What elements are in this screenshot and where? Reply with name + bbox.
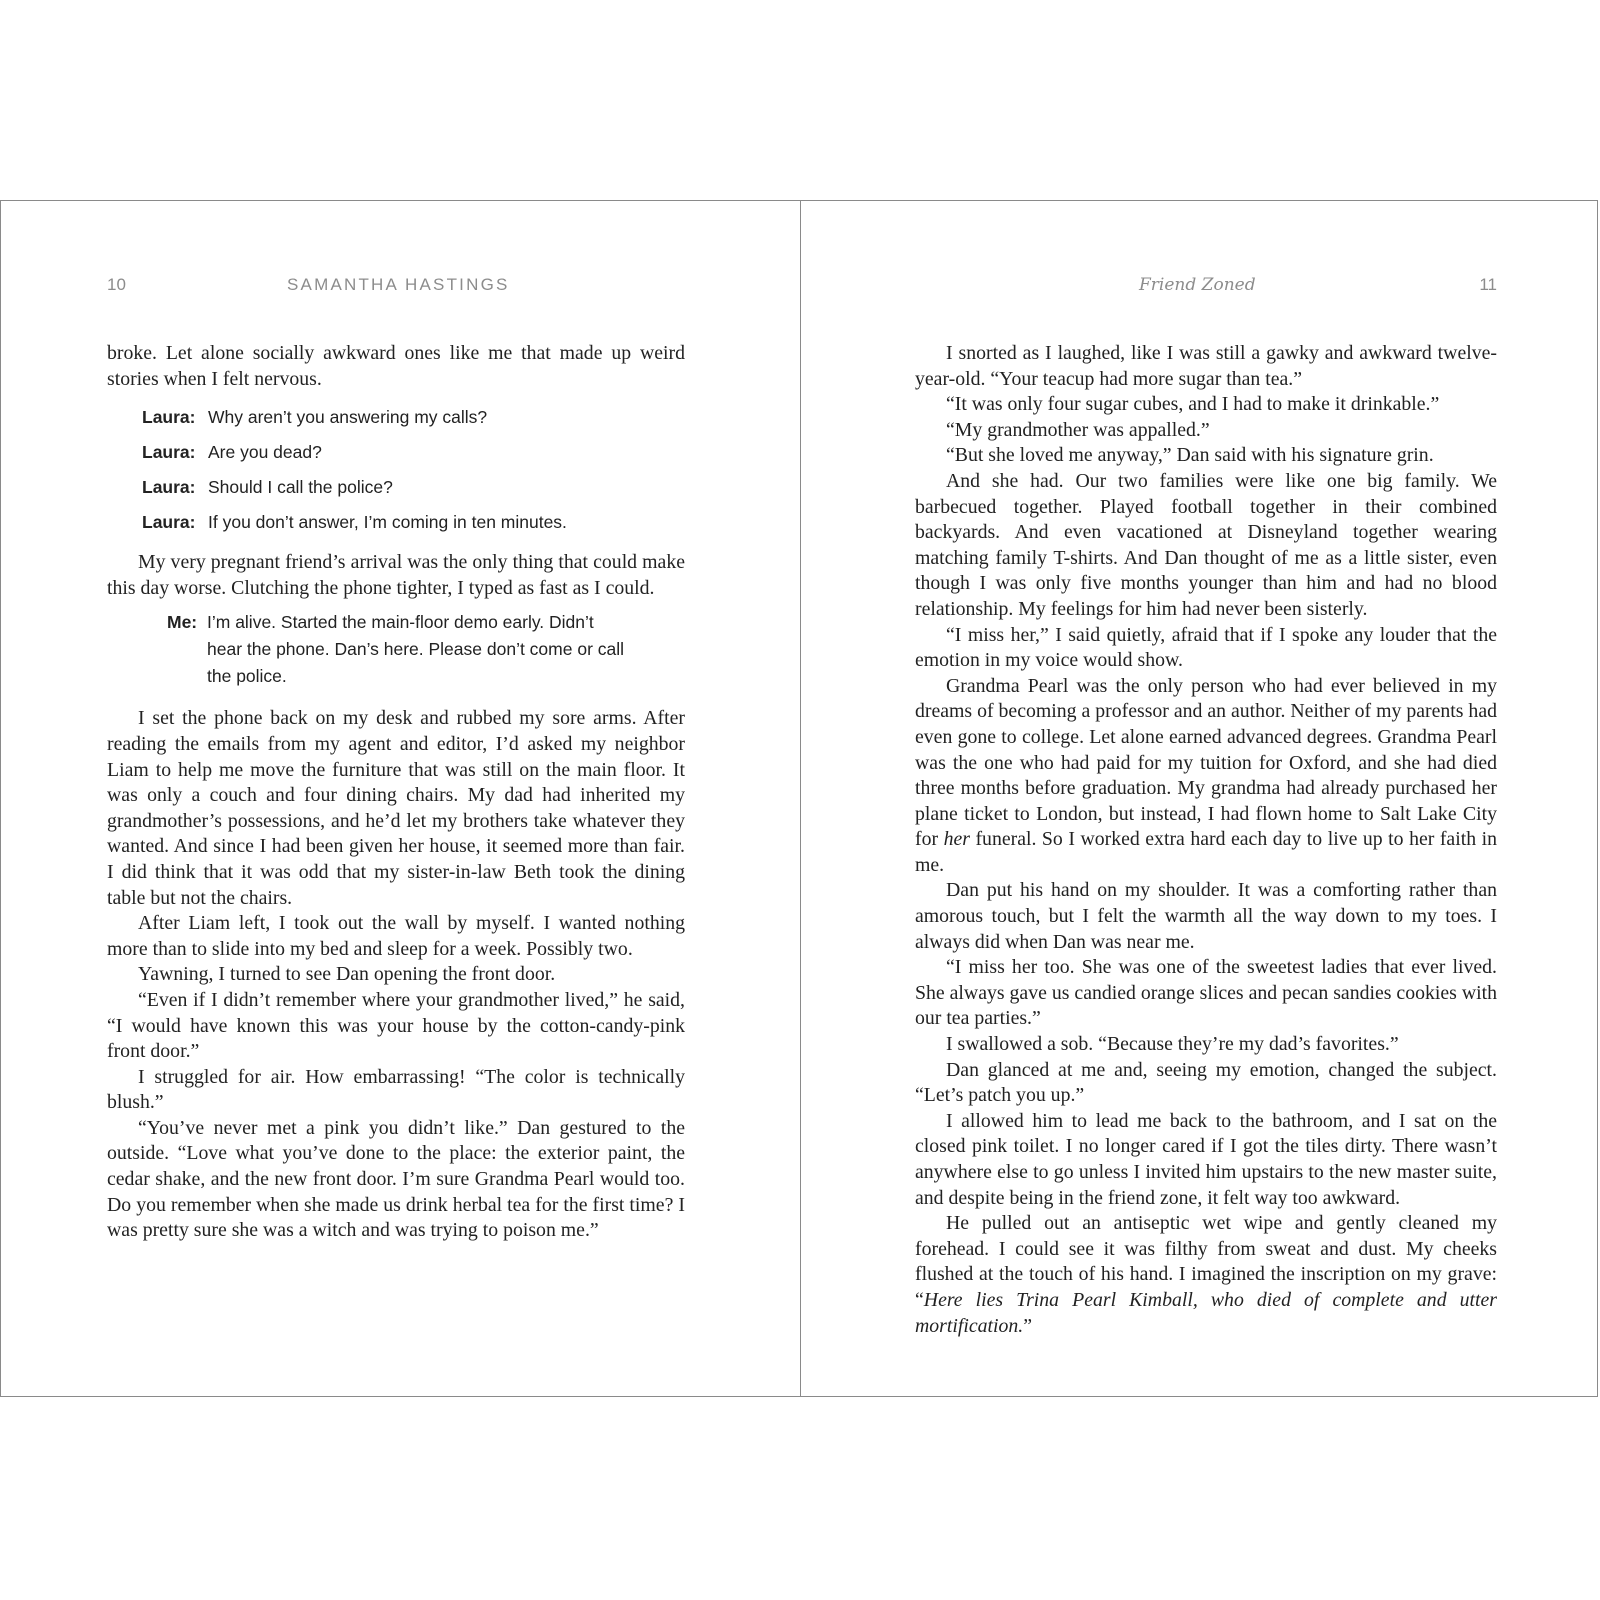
text-run: Grandma Pearl was the only person who had ever believed in my dreams of becoming a professor and an author. Neither of my parents had even gone to college. Let alone earned advanced degrees. Grandma Pearl was the one who had paid for my tuition for Oxford, and she had died three months before graduation. My grandma had already purchased her plane ticket to London, but instead, I had flown home to Salt Lake City for bbox=[915, 674, 1497, 851]
page-number-right: 11 bbox=[1479, 275, 1497, 294]
page-number-left: 10 bbox=[107, 275, 126, 294]
paragraph: “Even if I didn’t remember where your grandmother lived,” he said, “I would have known this was your house by the cotton-candy-pink front door.” bbox=[107, 988, 685, 1063]
paragraph: I allowed him to lead me back to the bathroom, and I sat on the closed pink toilet. I no longer cared if I got the tiles dirty. There wasn’t anywhere else to go unless I invited him upstairs to the new master suite, and despite being in the friend zone, it felt way too awkward. bbox=[915, 1109, 1497, 1209]
paragraph: “It was only four sugar cubes, and I had to make it drinkable.” bbox=[946, 393, 1440, 416]
paragraph: Yawning, I turned to see Dan opening the front door. bbox=[138, 963, 556, 986]
paragraph: “I miss her too. She was one of the sweetest ladies that ever lived. She always gave us candied orange slices and pecan sandies cookies with our tea parties.” bbox=[915, 956, 1497, 1030]
paragraph: “I miss her,” I said quietly, afraid that if I spoke any louder that the emotion in my voice would show. bbox=[915, 623, 1497, 672]
left-page-body bbox=[107, 341, 685, 1244]
text-message-thread bbox=[107, 404, 685, 536]
reply-message bbox=[107, 609, 685, 690]
message-sender: Laura: bbox=[142, 512, 196, 533]
paragraph: I snorted as I laughed, like I was still a gawky and awkward twelve-year-old. “Your teacup had more sugar than tea.” bbox=[915, 342, 1497, 390]
text-message bbox=[107, 404, 685, 431]
paragraph: “My grandmother was appalled.” bbox=[946, 418, 1210, 441]
running-head-author: SAMANTHA HASTINGS bbox=[287, 275, 510, 294]
text-message bbox=[107, 474, 685, 501]
message-text: Should I call the police? bbox=[208, 477, 393, 498]
reply-sender: Me: bbox=[167, 612, 198, 633]
paragraph: Dan glanced at me and, seeing my emotion, changed the subject. “Let’s patch you up.” bbox=[915, 1058, 1497, 1107]
reply-text bbox=[207, 609, 652, 690]
paragraph: Dan put his hand on my shoulder. It was a comforting rather than amorous touch, but I felt the warmth all the way down to my toes. I always did when Dan was near me. bbox=[915, 879, 1497, 953]
paragraph bbox=[915, 1211, 1497, 1339]
paragraph: I struggled for air. How embarrassing! “The color is technically blush.” bbox=[107, 1065, 685, 1114]
reply-line: the police. bbox=[207, 666, 287, 687]
text-message bbox=[107, 439, 685, 466]
paragraph: “But she loved me anyway,” Dan said with his signature grin. bbox=[946, 444, 1434, 467]
paragraph: After Liam left, I took out the wall by myself. I wanted nothing more than to slide into my bed and sleep for a week. Possibly two. bbox=[107, 912, 685, 960]
text-run: funeral. So I worked extra hard each day to live up to her faith in me. bbox=[915, 828, 1497, 876]
book-spread bbox=[0, 200, 1598, 1397]
message-sender: Laura: bbox=[142, 407, 196, 428]
message-sender: Laura: bbox=[142, 442, 196, 463]
paragraph: I swallowed a sob. “Because they’re my dad’s favorites.” bbox=[946, 1033, 1399, 1056]
italic-text: her bbox=[943, 828, 970, 851]
message-sender: Laura: bbox=[142, 477, 196, 498]
reply-line: hear the phone. Dan’s here. Please don’t come or call bbox=[207, 639, 625, 660]
running-head-title: Friend Zoned bbox=[1139, 275, 1256, 295]
paragraph: “You’ve never met a pink you didn’t like.” Dan gestured to the outside. “Love what you’ve done to the place: the exterior paint, the cedar shake, and the new front door. I’m sure Grandma Pearl would too. Do you remember when she made us drink herbal tea for the first time? I was pretty sure she was a witch and was trying to poison me.” bbox=[107, 1116, 685, 1242]
right-page-body bbox=[915, 341, 1497, 1339]
message-text: Why aren’t you answering my calls? bbox=[208, 407, 488, 428]
text-run: He pulled out an antiseptic wet wipe and gently cleaned my forehead. I could see it was filthy from sweat and dust. My cheeks flushed at the touch of his hand. I imagined the inscription on my grave: “ bbox=[915, 1212, 1497, 1311]
message-text: If you don’t answer, I’m coming in ten minutes. bbox=[208, 512, 567, 533]
left-page bbox=[107, 201, 685, 1396]
paragraph: I set the phone back on my desk and rubbed my sore arms. After reading the emails from my agent and editor, I’d asked my neighbor Liam to help me move the furniture that was still on the main floor. It was only a couch and four dining chairs. My dad had inherited my grandmother’s possessions, and he’d let my brothers take whatever they wanted. And since I had been given her house, it seemed more than fair. I did think that it was odd that my sister-in-law Beth took the dining table but not the chairs. bbox=[107, 707, 685, 909]
paragraph bbox=[915, 674, 1497, 879]
text-run: ” bbox=[1023, 1314, 1033, 1337]
right-page bbox=[915, 201, 1497, 1396]
paragraph: broke. Let alone socially awkward ones like me that made up weird stories when I felt nervous. bbox=[107, 342, 685, 390]
reply-line: I’m alive. Started the main-floor demo early. Didn’t bbox=[207, 612, 594, 633]
text-message bbox=[107, 509, 685, 536]
gutter-divider bbox=[800, 201, 801, 1396]
italic-text: Here lies Trina Pearl Kimball, who died of complete and utter mortification. bbox=[915, 1288, 1497, 1337]
paragraph: And she had. Our two families were like one big family. We barbecued together. Played football together in their combined backyards. And even vacationed at Disneyland together wearing matching family T-shirts. And Dan thought of me as a little sister, even though I was only five months younger than him and had no blood relationship. My feelings for him had never been sisterly. bbox=[915, 469, 1497, 620]
paragraph: My very pregnant friend’s arrival was the only thing that could make this day worse. Clutching the phone tighter, I typed as fast as I could. bbox=[107, 551, 685, 599]
message-text: Are you dead? bbox=[208, 442, 322, 463]
